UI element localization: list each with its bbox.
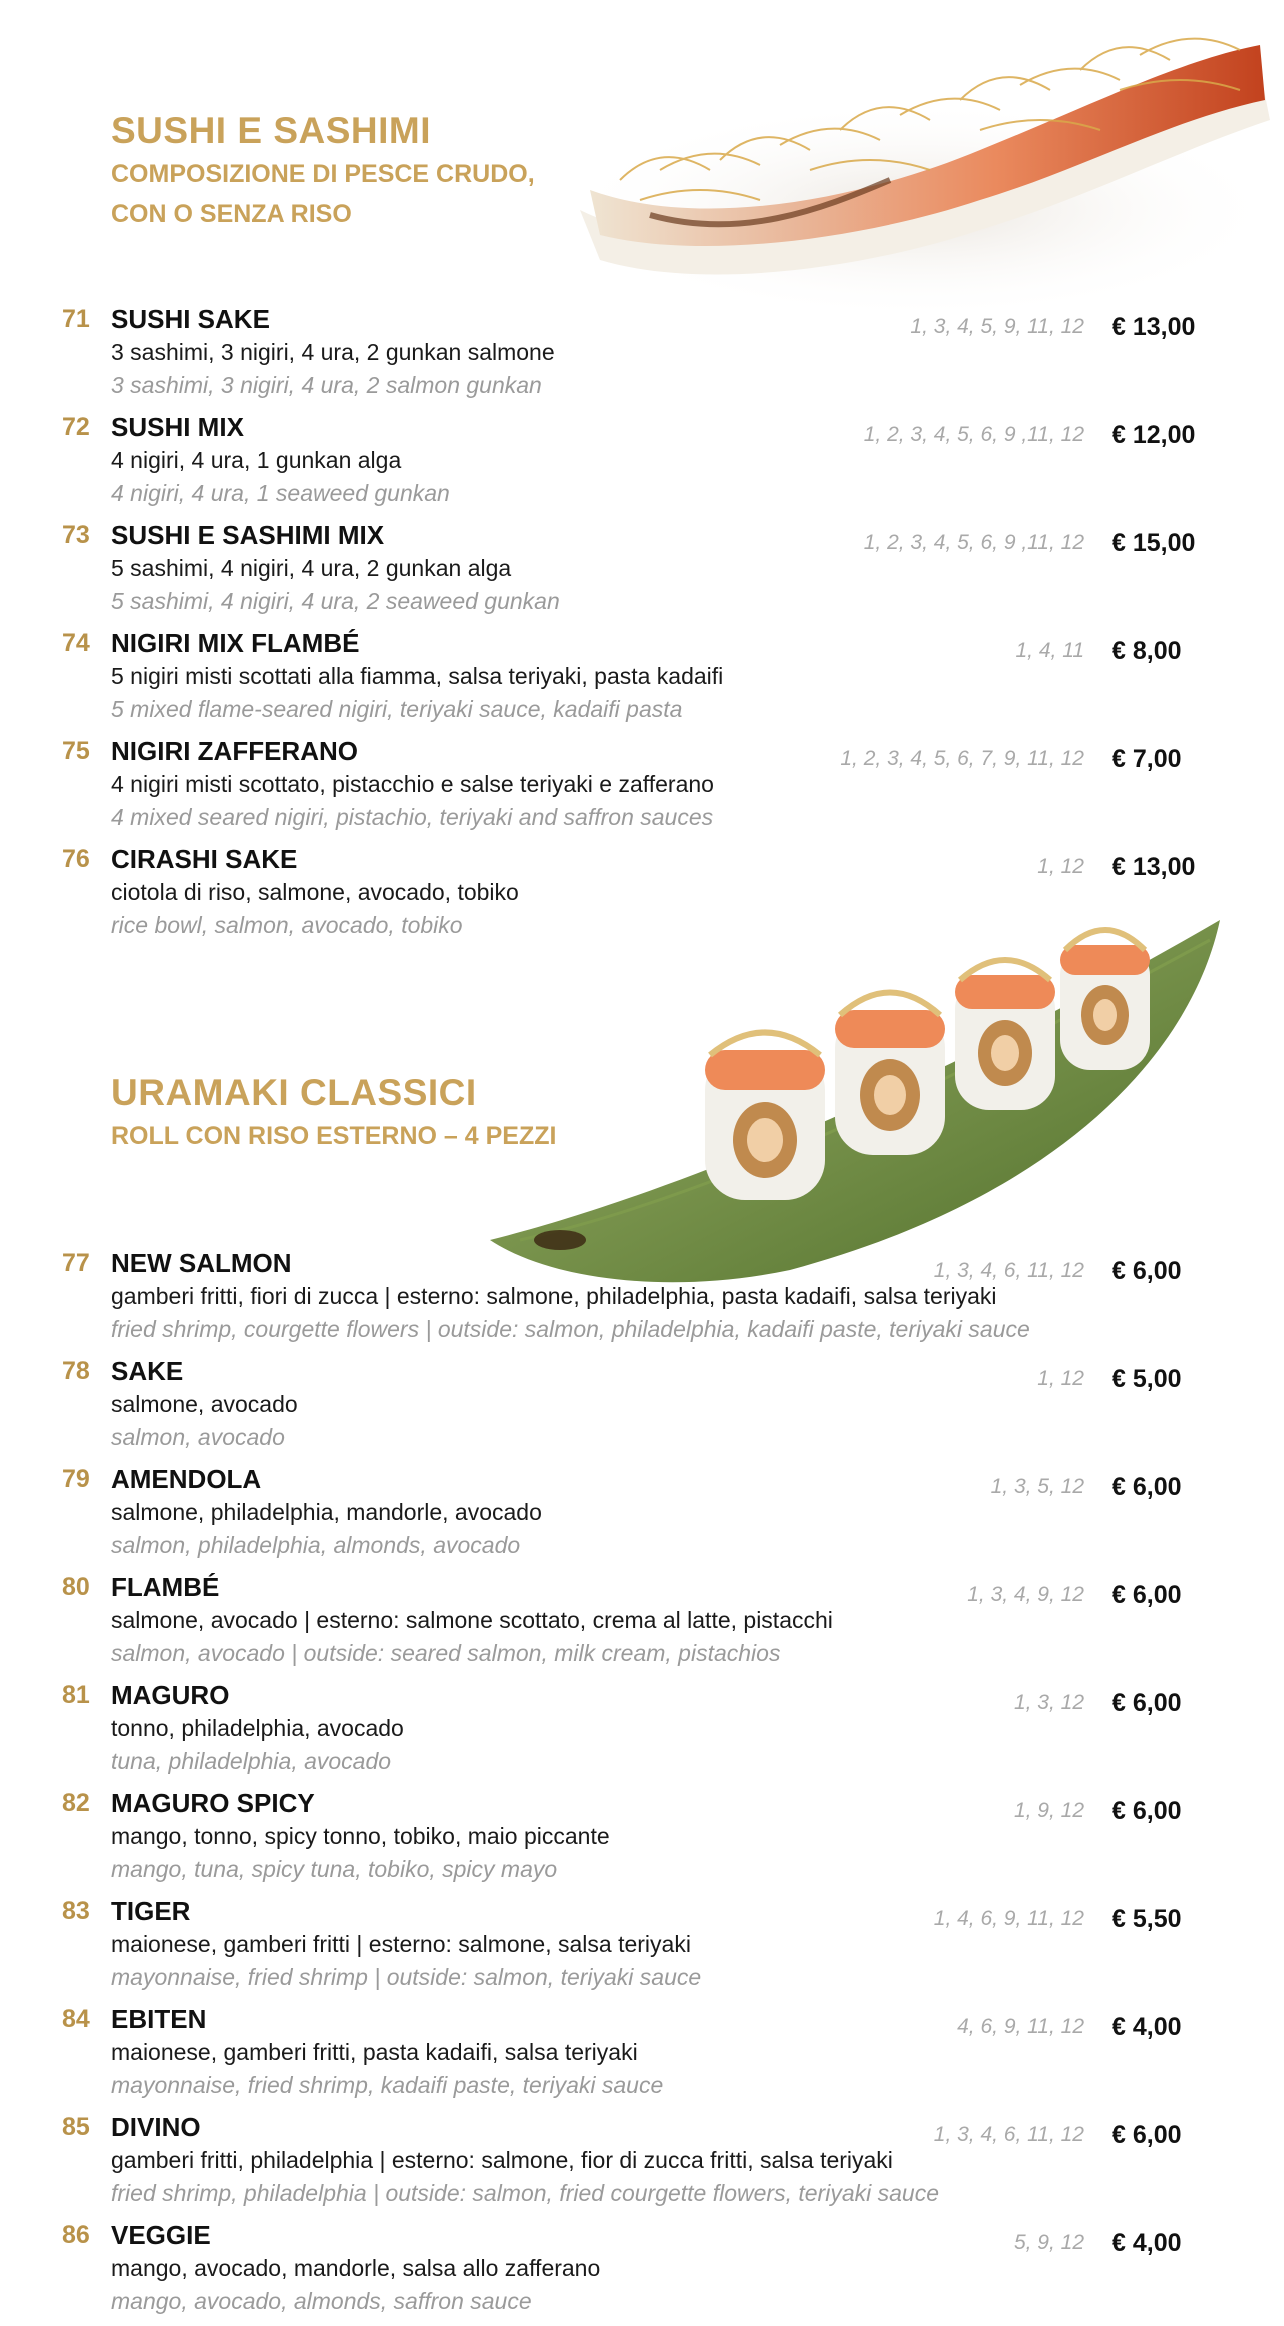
item-number: 71 — [62, 305, 90, 333]
item-description-english: salmon, avocado — [111, 1424, 285, 1450]
item-description-english: mayonnaise, fried shrimp, kadaifi paste, teriyaki sauce — [111, 2072, 664, 2098]
item-description: mango, avocado, mandorle, salsa allo zafferano — [111, 2255, 601, 2281]
item-name: CIRASHI SAKE — [111, 844, 298, 874]
menu-item — [0, 1246, 1284, 1354]
menu-item — [0, 518, 1284, 626]
menu-item — [0, 842, 1284, 950]
item-price: € 4,00 — [1112, 2013, 1182, 2041]
menu-item — [0, 2110, 1284, 2218]
item-number: 75 — [62, 737, 90, 765]
item-allergens: 1, 2, 3, 4, 5, 6, 9 ,11, 12 — [863, 423, 1084, 446]
item-name: NIGIRI ZAFFERANO — [111, 736, 358, 766]
item-number: 83 — [62, 1897, 90, 1925]
item-description-english: 5 sashimi, 4 nigiri, 4 ura, 2 seaweed gunkan — [111, 588, 560, 614]
uramaki-leaf-photo — [490, 900, 1230, 1300]
item-description-english: salmon, philadelphia, almonds, avocado — [111, 1532, 521, 1558]
item-number: 76 — [62, 845, 90, 873]
item-name: EBITEN — [111, 2004, 207, 2034]
section-subtitle-line: COMPOSIZIONE DI PESCE CRUDO, — [111, 160, 535, 188]
section-title: SUSHI E SASHIMI — [111, 110, 431, 151]
item-price: € 6,00 — [1112, 2121, 1182, 2149]
menu-item — [0, 2002, 1284, 2110]
item-allergens: 1, 3, 4, 6, 11, 12 — [933, 1259, 1084, 1282]
section-subtitle-line: CON O SENZA RISO — [111, 200, 352, 228]
menu-item — [0, 626, 1284, 734]
item-name: AMENDOLA — [111, 1464, 262, 1494]
item-price: € 7,00 — [1112, 745, 1182, 773]
item-description-english: 5 mixed flame-seared nigiri, teriyaki sauce, kadaifi pasta — [111, 696, 683, 722]
item-number: 82 — [62, 1789, 90, 1817]
item-name: VEGGIE — [111, 2220, 211, 2250]
item-number: 85 — [62, 2113, 90, 2141]
item-price: € 6,00 — [1112, 1797, 1182, 1825]
item-price: € 15,00 — [1112, 529, 1196, 557]
item-allergens: 5, 9, 12 — [1013, 2231, 1084, 2254]
item-description: ciotola di riso, salmone, avocado, tobiko — [111, 879, 519, 905]
menu-item — [0, 1678, 1284, 1786]
item-description-english: 4 mixed seared nigiri, pistachio, teriyaki and saffron sauces — [111, 804, 714, 830]
item-description: tonno, philadelphia, avocado — [111, 1715, 404, 1741]
item-description-english: fried shrimp, philadelphia | outside: salmon, fried courgette flowers, teriyaki sauce — [111, 2180, 939, 2206]
section-header-sushi-sashimi — [111, 108, 535, 234]
item-price: € 8,00 — [1112, 637, 1182, 665]
item-description-english: mango, tuna, spicy tuna, tobiko, spicy mayo — [111, 1856, 558, 1882]
item-price: € 5,50 — [1112, 1905, 1182, 1933]
item-description: 5 nigiri misti scottati alla fiamma, salsa teriyaki, pasta kadaifi — [111, 663, 724, 689]
item-name: MAGURO — [111, 1680, 230, 1710]
item-name: SUSHI SAKE — [111, 304, 270, 334]
item-allergens: 1, 12 — [1037, 1367, 1084, 1390]
item-number: 78 — [62, 1357, 90, 1385]
menu-item — [0, 734, 1284, 842]
item-description-english: salmon, avocado | outside: seared salmon, milk cream, pistachios — [111, 1640, 781, 1666]
item-price: € 6,00 — [1112, 1689, 1182, 1717]
item-number: 72 — [62, 413, 90, 441]
item-description-english: 3 sashimi, 3 nigiri, 4 ura, 2 salmon gunkan — [111, 372, 542, 398]
item-description: mango, tonno, spicy tonno, tobiko, maio piccante — [111, 1823, 610, 1849]
menu-item — [0, 1894, 1284, 2002]
item-description: maionese, gamberi fritti | esterno: salmone, salsa teriyaki — [111, 1931, 691, 1957]
section-subtitle-line: ROLL CON RISO ESTERNO – 4 PEZZI — [111, 1122, 557, 1150]
menu-item — [0, 2218, 1284, 2326]
item-description: maionese, gamberi fritti, pasta kadaifi, salsa teriyaki — [111, 2039, 638, 2065]
item-number: 79 — [62, 1465, 90, 1493]
item-name: DIVINO — [111, 2112, 201, 2142]
item-name: NIGIRI MIX FLAMBÉ — [111, 628, 360, 658]
item-allergens: 1, 3, 4, 5, 9, 11, 12 — [910, 315, 1084, 338]
item-description: salmone, avocado — [111, 1391, 298, 1417]
item-description: 4 nigiri misti scottato, pistacchio e salse teriyaki e zafferano — [111, 771, 714, 797]
item-name: FLAMBÉ — [111, 1572, 220, 1602]
item-number: 81 — [62, 1681, 90, 1709]
item-price: € 6,00 — [1112, 1257, 1182, 1285]
item-number: 86 — [62, 2221, 90, 2249]
item-description: salmone, philadelphia, mandorle, avocado — [111, 1499, 542, 1525]
item-price: € 4,00 — [1112, 2229, 1182, 2257]
item-name: SUSHI MIX — [111, 412, 244, 442]
menu-item — [0, 1786, 1284, 1894]
item-number: 73 — [62, 521, 90, 549]
item-description: 5 sashimi, 4 nigiri, 4 ura, 2 gunkan alga — [111, 555, 512, 581]
item-allergens: 1, 2, 3, 4, 5, 6, 9 ,11, 12 — [863, 531, 1084, 554]
item-description-english: 4 nigiri, 4 ura, 1 seaweed gunkan — [111, 480, 450, 506]
item-allergens: 1, 12 — [1037, 855, 1084, 878]
item-description: 4 nigiri, 4 ura, 1 gunkan alga — [111, 447, 402, 473]
item-price: € 6,00 — [1112, 1473, 1182, 1501]
item-description-english: rice bowl, salmon, avocado, tobiko — [111, 912, 463, 938]
item-description-english: mayonnaise, fried shrimp | outside: salmon, teriyaki sauce — [111, 1964, 702, 1990]
item-name: SUSHI E SASHIMI MIX — [111, 520, 385, 550]
item-name: MAGURO SPICY — [111, 1788, 315, 1818]
menu-item — [0, 410, 1284, 518]
item-description: gamberi fritti, fiori di zucca | esterno: salmone, philadelphia, pasta kadaifi, salsa teriyaki — [111, 1283, 997, 1309]
menu-item — [0, 1462, 1284, 1570]
item-name: SAKE — [111, 1356, 184, 1386]
item-number: 74 — [62, 629, 90, 657]
item-allergens: 1, 3, 4, 6, 11, 12 — [933, 2123, 1084, 2146]
item-allergens: 1, 9, 12 — [1013, 1799, 1084, 1822]
menu-item — [0, 1354, 1284, 1462]
item-allergens: 1, 3, 4, 9, 12 — [967, 1583, 1084, 1606]
item-allergens: 1, 2, 3, 4, 5, 6, 7, 9, 11, 12 — [840, 747, 1084, 770]
item-price: € 13,00 — [1112, 313, 1196, 341]
item-allergens: 1, 3, 12 — [1013, 1691, 1084, 1714]
section-title: URAMAKI CLASSICI — [111, 1072, 477, 1113]
item-allergens: 4, 6, 9, 11, 12 — [957, 2015, 1084, 2038]
nigiri-flambe-photo — [560, 10, 1284, 330]
item-number: 77 — [62, 1249, 90, 1277]
item-description: salmone, avocado | esterno: salmone scottato, crema al latte, pistacchi — [111, 1607, 833, 1633]
item-description-english: fried shrimp, courgette flowers | outside: salmon, philadelphia, kadaifi paste, teriyaki sauce — [111, 1316, 1030, 1342]
item-allergens: 1, 3, 5, 12 — [990, 1475, 1084, 1498]
item-price: € 12,00 — [1112, 421, 1196, 449]
item-price: € 5,00 — [1112, 1365, 1182, 1393]
item-description-english: tuna, philadelphia, avocado — [111, 1748, 392, 1774]
item-number: 80 — [62, 1573, 90, 1601]
item-allergens: 1, 4, 11 — [1015, 639, 1084, 662]
item-name: TIGER — [111, 1896, 191, 1926]
item-description: 3 sashimi, 3 nigiri, 4 ura, 2 gunkan salmone — [111, 339, 555, 365]
menu-item — [0, 302, 1284, 410]
item-description-english: mango, avocado, almonds, saffron sauce — [111, 2288, 532, 2314]
item-price: € 13,00 — [1112, 853, 1196, 881]
item-price: € 6,00 — [1112, 1581, 1182, 1609]
item-number: 84 — [62, 2005, 90, 2033]
item-allergens: 1, 4, 6, 9, 11, 12 — [933, 1907, 1084, 1930]
section-header-uramaki-classici — [111, 1070, 556, 1156]
item-name: NEW SALMON — [111, 1248, 292, 1278]
menu-item — [0, 1570, 1284, 1678]
item-description: gamberi fritti, philadelphia | esterno: salmone, fior di zucca fritti, salsa teriyaki — [111, 2147, 893, 2173]
